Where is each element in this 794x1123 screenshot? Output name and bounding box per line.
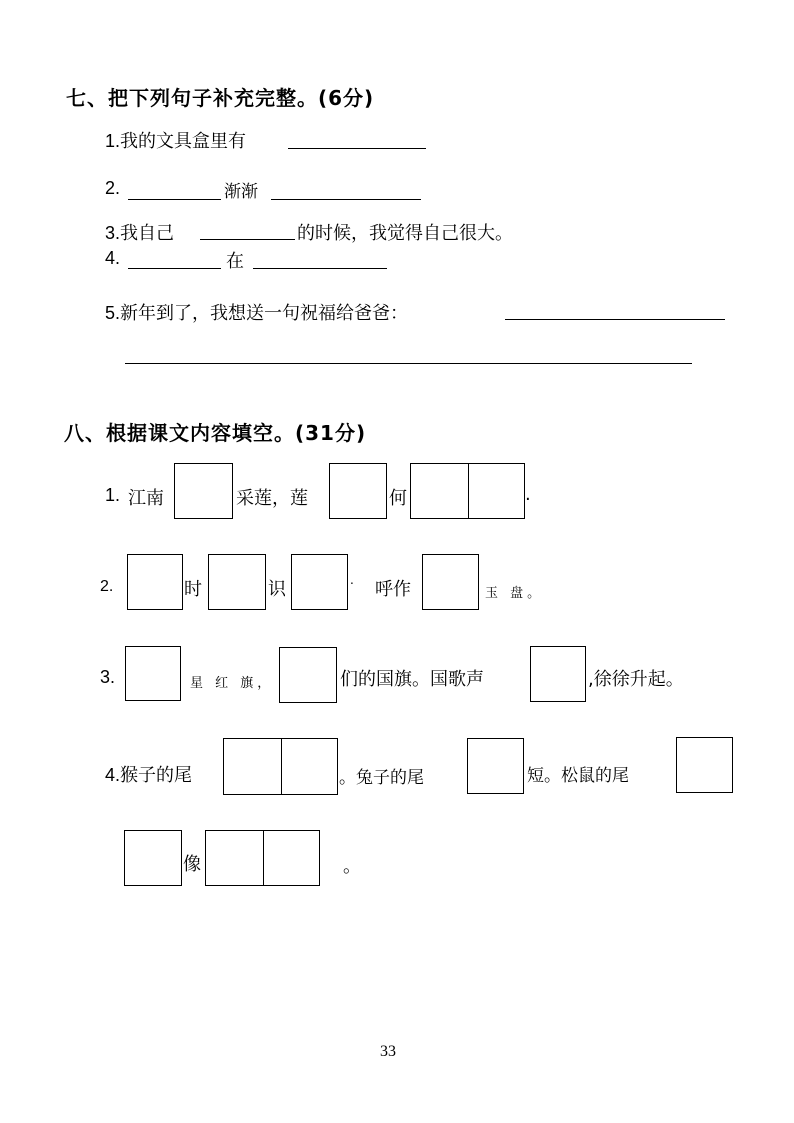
s8-q3-box-1[interactable] bbox=[125, 646, 181, 701]
s7-item-4-mid: 在 bbox=[226, 251, 244, 272]
section-7-title: 七、把下列句子补充完整。(6分) bbox=[66, 86, 375, 110]
s8-q4-box-5[interactable] bbox=[205, 830, 320, 886]
s7-item-3-blank[interactable] bbox=[200, 239, 295, 240]
s7-item-5-number: 5. bbox=[105, 303, 121, 323]
s8-q4-number: 4. bbox=[105, 765, 121, 785]
s8-q1-text-2: 采莲，莲 bbox=[236, 488, 308, 509]
s7-item-3-text-a: 我自己 bbox=[120, 223, 175, 244]
s7-item-3-text-b: 的时候，我觉得自己很大。 bbox=[297, 223, 513, 244]
s8-q3-text-3: ,徐徐升起。 bbox=[588, 669, 684, 690]
s7-item-4-blank-a[interactable] bbox=[128, 268, 221, 269]
s8-q1-box-3[interactable] bbox=[410, 463, 525, 519]
s8-q1-box-2[interactable] bbox=[329, 463, 387, 519]
s8-q1-number: 1. bbox=[105, 485, 121, 505]
s8-q3-text-1: 星 红 旗， bbox=[190, 676, 275, 691]
s8-q3-box-3[interactable] bbox=[530, 646, 586, 702]
s8-q4-box-1[interactable] bbox=[223, 738, 338, 795]
s8-q1-text-1: 江南 bbox=[128, 488, 164, 509]
s8-q2-box-3[interactable] bbox=[291, 554, 348, 610]
s8-q3-box-2[interactable] bbox=[279, 647, 337, 703]
page-number: 33 bbox=[380, 1043, 396, 1060]
s7-item-1-blank[interactable] bbox=[288, 148, 426, 149]
s8-q2-box-1[interactable] bbox=[127, 554, 183, 610]
s8-q2-text-3: . bbox=[350, 573, 354, 587]
s8-q2-box-2[interactable] bbox=[208, 554, 266, 610]
s8-q4-text-1: 猴子的尾 bbox=[120, 765, 193, 786]
s8-q2-text-1: 时 bbox=[184, 579, 202, 600]
s7-item-2-mid: 渐渐 bbox=[224, 182, 258, 202]
s7-item-3 bbox=[105, 219, 174, 245]
s7-item-1 bbox=[105, 127, 246, 153]
s7-item-2-blank-a[interactable] bbox=[128, 199, 221, 200]
s7-item-5-blank-b[interactable] bbox=[125, 363, 692, 364]
s8-q2-text-4: 呼作 bbox=[375, 579, 411, 600]
s8-q4-box-3[interactable] bbox=[676, 737, 733, 793]
s7-item-5-blank-a[interactable] bbox=[505, 319, 725, 320]
s8-q4-line bbox=[105, 761, 192, 787]
s8-q1-box-1[interactable] bbox=[174, 463, 233, 519]
s8-q1-text-4: . bbox=[525, 484, 531, 505]
s7-item-5 bbox=[105, 299, 408, 325]
s8-q4-text-3: 短。松鼠的尾 bbox=[527, 766, 629, 786]
s8-q4-text-2: 。兔子的尾 bbox=[339, 768, 424, 788]
s7-item-4-blank-b[interactable] bbox=[253, 268, 387, 269]
s7-item-1-text: 我的文具盒里有 bbox=[120, 131, 247, 152]
s7-item-1-number: 1. bbox=[105, 131, 121, 151]
section-8-title: 八、根据课文内容填空。(31分) bbox=[64, 421, 367, 445]
s8-q4-box-2[interactable] bbox=[467, 738, 524, 794]
s8-q2-box-4[interactable] bbox=[422, 554, 479, 610]
s8-q4-text-4: 像 bbox=[183, 854, 201, 875]
s8-q2-text-2: 识 bbox=[268, 579, 286, 600]
s8-q2-number: 2. bbox=[100, 578, 114, 595]
s7-item-4-number: 4. bbox=[105, 248, 121, 268]
s7-item-3-number: 3. bbox=[105, 223, 121, 243]
s7-item-5-text: 新年到了，我想送一句祝福给爸爸： bbox=[120, 303, 409, 324]
s8-q2-text-5: 玉 盘。 bbox=[485, 586, 545, 601]
s8-q3-number: 3. bbox=[100, 667, 116, 687]
s8-q4-text-5: 。 bbox=[343, 856, 361, 877]
s7-item-2-number: 2. bbox=[105, 178, 121, 198]
s8-q3-text-2: 们的国旗。国歌声 bbox=[340, 669, 484, 690]
s8-q1-text-3: 何 bbox=[389, 488, 407, 509]
s8-q4-box-4[interactable] bbox=[124, 830, 182, 886]
s7-item-2-blank-b[interactable] bbox=[271, 199, 421, 200]
